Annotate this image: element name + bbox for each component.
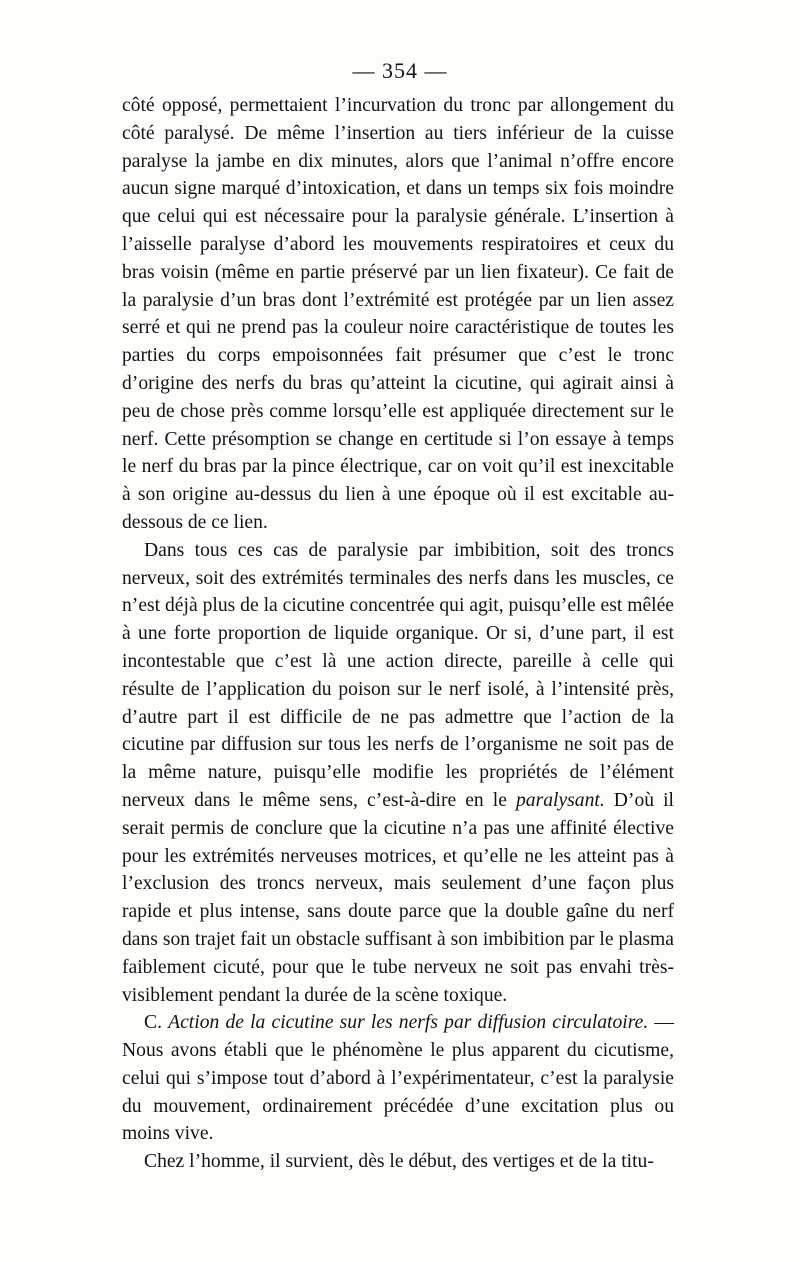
emphasis-paralysant: paralysant. <box>516 789 605 811</box>
paragraph-3-text: — Nous avons établi que le phénomène le plus apparent du cicutisme, celui qui s’impose tout d’abord à l’expérimentateur, c’est la paralysie du mouvement, ordinairement précédée d’une excitation plus ou moins vive. <box>122 1012 674 1145</box>
body-text <box>122 92 674 1176</box>
paragraph-2 <box>122 537 674 1010</box>
paragraph-4: Chez l’homme, il survient, dès le début, des vertiges et de la titu- <box>144 1151 654 1173</box>
paragraph-1: côté opposé, permettaient l’incurvation du tronc par allongement du côté paralysé. De même l’insertion au tiers inférieur de la cuisse paralyse la jambe en dix minutes, alors que l’animal n’offre encore aucun signe marqué d’intoxication, et dans un temps six fois moindre que celui qui est nécessaire pour la paralysie générale. L’insertion à l’aisselle paralyse d’abord les mouvements respiratoires et ceux du bras voisin (même en partie préservé par un lien fixateur). Ce fait de la paralysie d’un bras dont l’extrémité est protégée par un lien assez serré et qui ne prend pas la couleur noire caractéristique de toutes les parties du corps empoisonnées fait présumer que c’est le tronc d’origine des nerfs du bras qu’atteint la cicutine, qui agirait ainsi à peu de chose près comme lorsqu’elle est appliquée directement sur le nerf. Cette présomption se change en certitude si l’on essaye à temps le nerf du bras par la pince électrique, car on voit qu’il est inexcitable à son origine au-dessus du lien à une époque où il est excitable au-dessous de ce lien. <box>122 95 674 533</box>
section-label: C. <box>144 1012 162 1034</box>
page-number: — 354 — <box>352 58 448 83</box>
paragraph-2-text-end: D’où il serait permis de conclure que la cicutine n’a pas une affinité élective pour les extrémités nerveuses motrices, et qu’elle ne les atteint pas à l’exclusion des troncs nerveux, mais seulement d’une façon plus rapide et plus intense, sans doute parce que la double gaîne du nerf dans son trajet fait un obstacle suffisant à son imbibition par le plasma faiblement cicuté, pour que le tube nerveux ne soit pas envahi très-visiblement pendant la durée de la scène toxique. <box>122 789 674 1006</box>
section-heading: Action de la cicutine sur les nerfs par diffusion circulatoire. <box>168 1012 649 1034</box>
paragraph-3 <box>122 1009 674 1148</box>
paragraph-2-text-start: Dans tous ces cas de paralysie par imbibition, soit des troncs nerveux, soit des extrémités terminales des nerfs dans les muscles, ce n’est déjà plus de la cicutine concentrée qui agit, puisqu’elle est mêlée à une forte proportion de liquide organique. Or si, d’une part, il est incontestable que c’est là une action directe, pareille à celle qui résulte de l’application du poison sur le nerf isolé, à l’intensité près, d’autre part il est difficile de ne pas admettre que l’action de la cicutine par diffusion sur tous les nerfs de l’organisme ne soit pas de la même nature, puisqu’elle modifie les propriétés de l’élément nerveux dans le même sens, c’est-à-dire en le <box>122 539 674 811</box>
